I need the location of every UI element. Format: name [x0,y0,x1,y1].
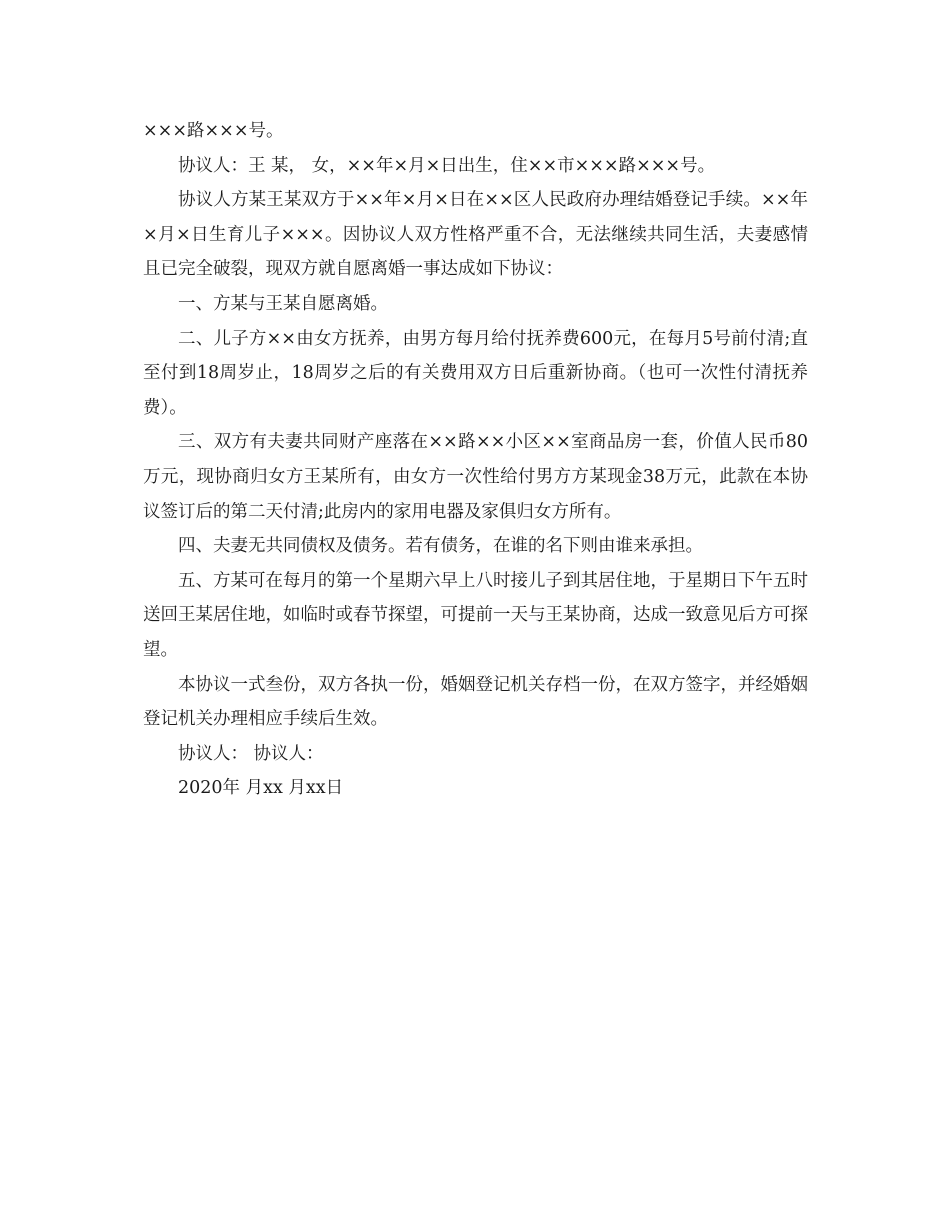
address-continuation: ×××路×××号。 [143,121,284,141]
party-info-paragraph: 协议人：王 某， 女，××年×月×日出生，住××市×××路×××号。 [178,155,716,176]
signature-line: 协议人： 协议人： [178,743,324,764]
clause-3: 三、双方有夫妻共同财产座落在××路××小区××室商品房一套，价值人民币80万元，现协商归女方王某所有，由女方一次性给付男方方某现金38万元，此款在本协议签订后的第二天付清;此房内的家用电器及家俱归女方所有。 [143,432,808,522]
clause-4: 四、夫妻无共同债权及债务。若有债务，在谁的名下则由谁来承担。 [178,536,703,557]
marriage-background-paragraph: 协议人方某王某双方于××年×月×日在××区人民政府办理结婚登记手续。××年×月×日生育儿子×××。因协议人双方性格严重不合，无法继续共同生活，夫妻感情且已完全破裂，现双方就自愿离婚一事达成如下协议： [143,190,808,280]
clause-2: 二、儿子方××由女方抚养，由男方每月给付抚养费600元，在每月5号前付清;直至付到18周岁止，18周岁之后的有关费用双方日后重新协商。（也可一次性付清抚养费）。 [143,328,808,418]
clause-1: 一、方某与王某自愿离婚。 [178,293,388,314]
date-line: 2020年 月xx 月xx日 [178,778,344,799]
clause-5: 五、方某可在每月的第一个星期六早上八时接儿子到其居住地，于星期日下午五时送回王某居住地，如临时或春节探望，可提前一天与王某协商，达成一致意见后方可探望。 [143,570,808,660]
document-body [143,114,808,806]
effectiveness-paragraph: 本协议一式叁份，双方各执一份，婚姻登记机关存档一份，在双方签字，并经婚姻登记机关办理相应手续后生效。 [143,674,808,730]
